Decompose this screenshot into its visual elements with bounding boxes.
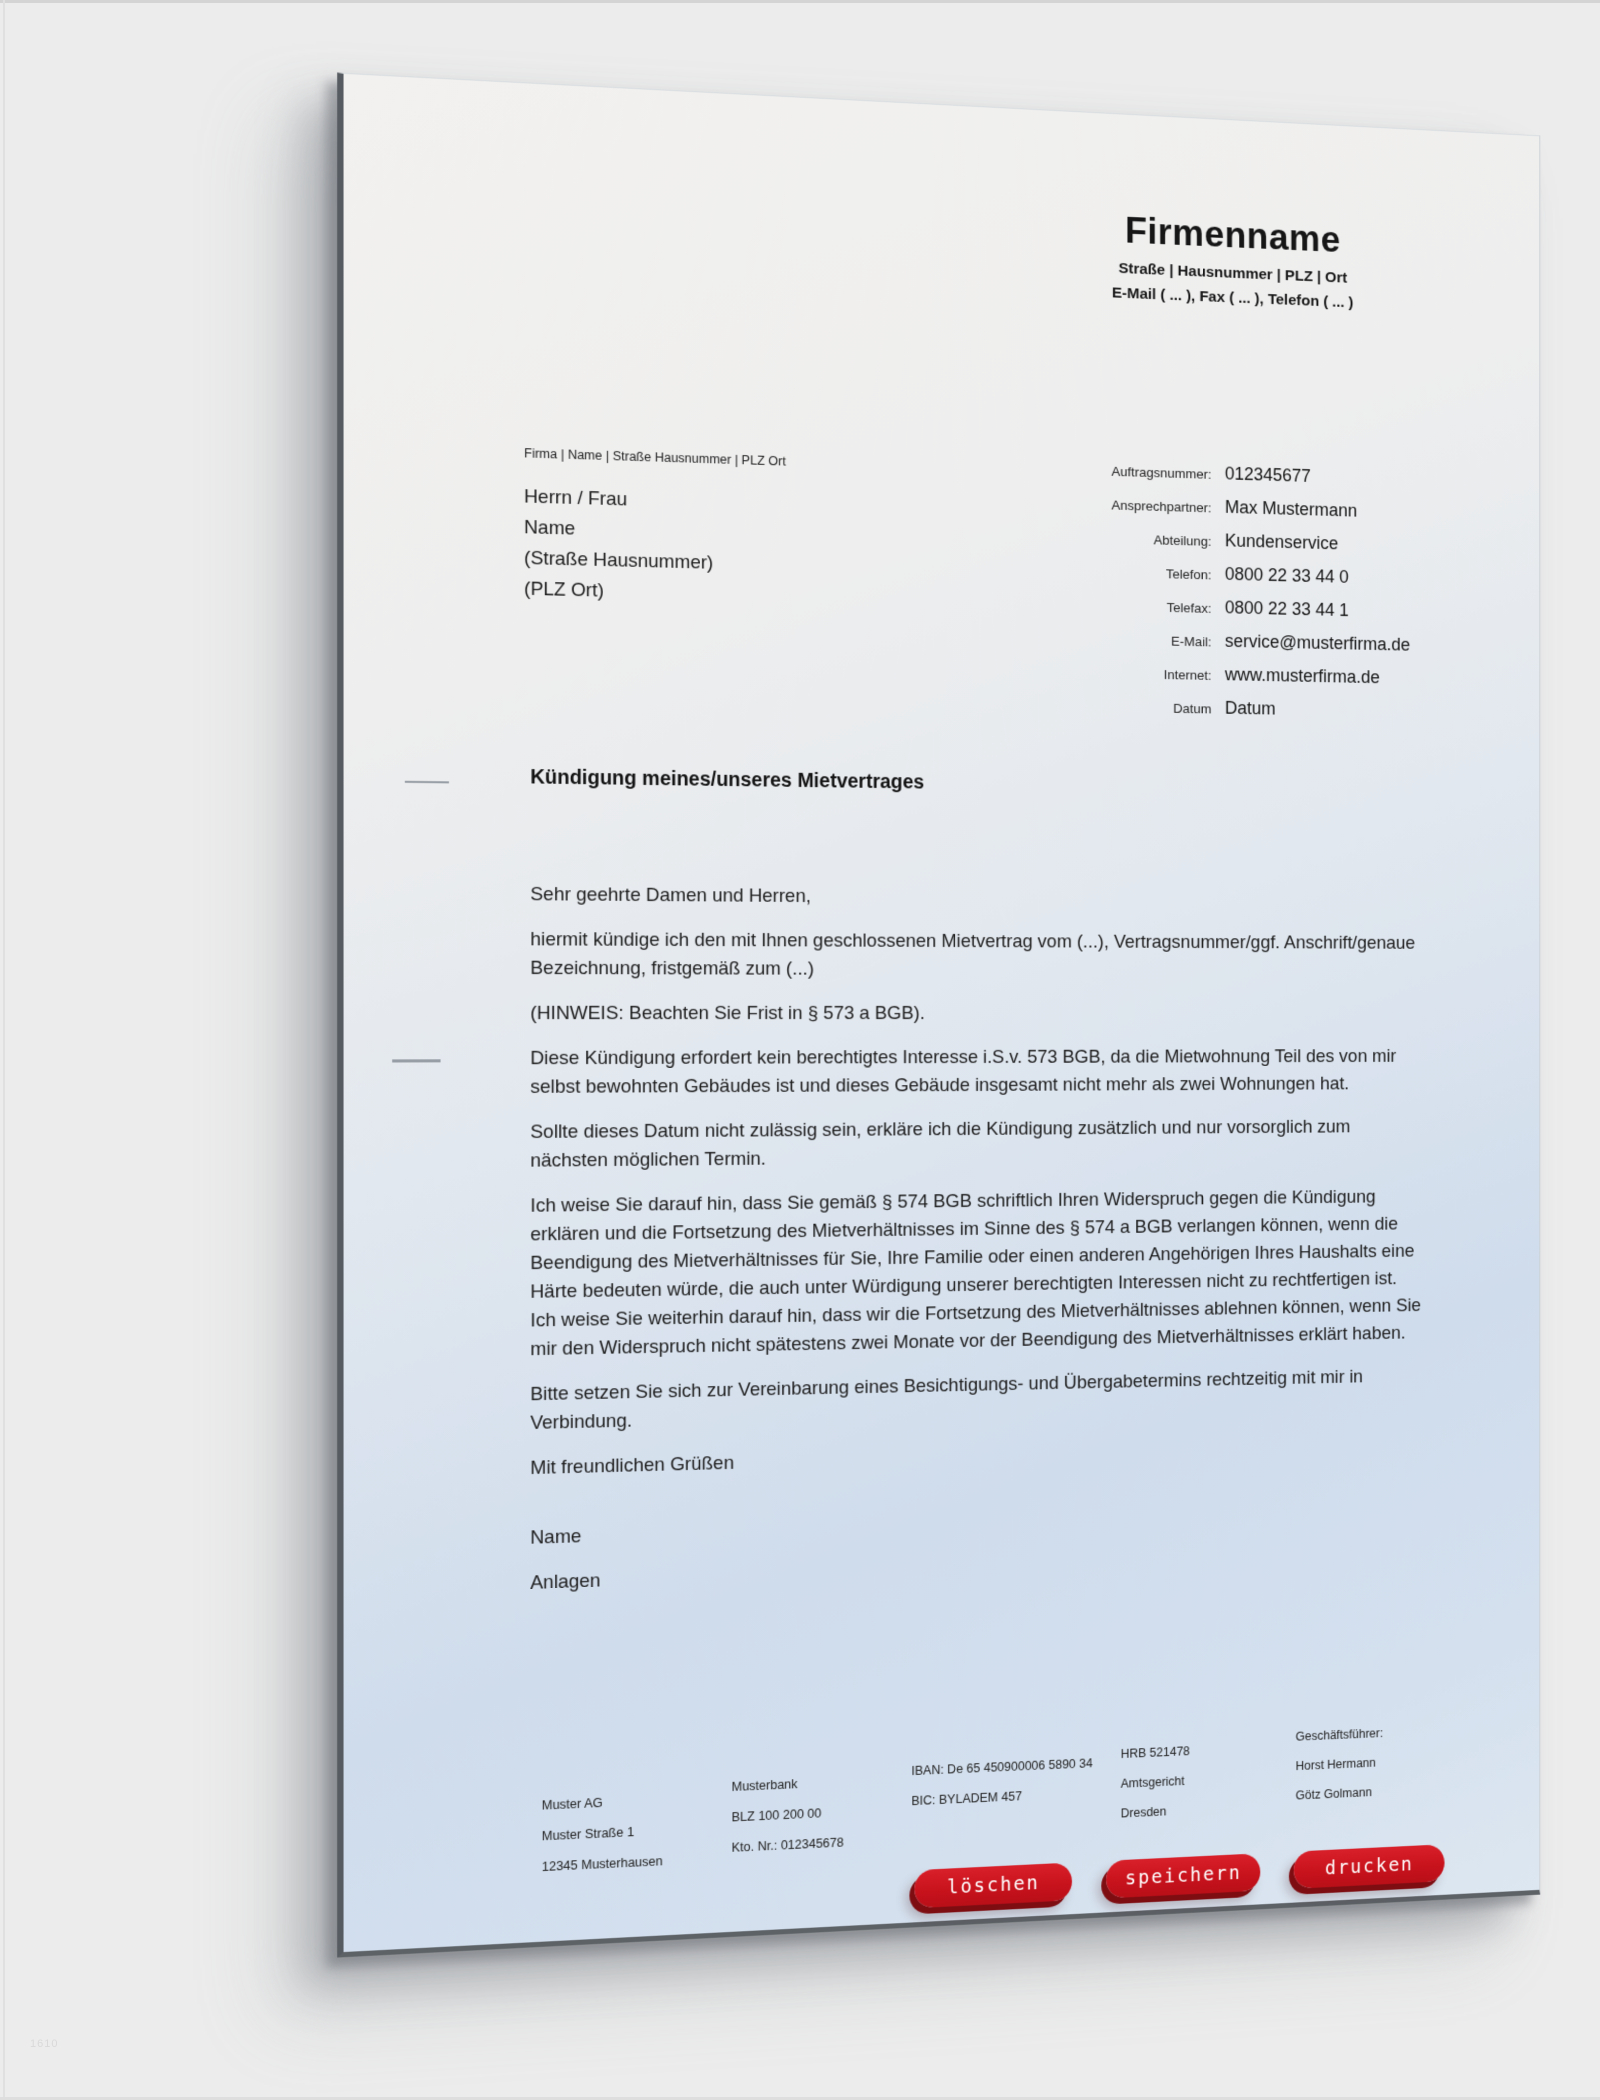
return-address-line: Firma | Name | Straße Hausnummer | PLZ Ort — [524, 446, 786, 469]
corner-watermark: 1610 — [30, 2038, 59, 2050]
footer-line: Muster AG — [541, 1795, 603, 1813]
info-label: Internet: — [1163, 667, 1212, 683]
recipient-line: Name — [524, 515, 576, 539]
order-info-block — [946, 448, 1484, 729]
recipient-line: (PLZ Ort) — [524, 577, 604, 601]
footer-line: Amtsgericht — [1120, 1774, 1185, 1791]
salutation: Sehr geehrte Damen und Herren, — [530, 882, 811, 907]
footer-management-column — [1296, 1718, 1383, 1810]
info-value: 0800 22 33 44 0 — [1224, 563, 1349, 587]
info-label: E-Mail: — [1171, 633, 1212, 650]
body-paragraph: Diese Kündigung erfordert kein berechtigtes Interesse i.S.v. 573 BGB, da die Mietwohnung Teil des von mir selbst bewohnten Gebäudes ist und dieses Gebäude insgesamt nicht mehr als zwei Wohnungen hat. — [530, 1045, 1397, 1097]
info-label: Ansprechpartner: — [1111, 497, 1212, 516]
signature-name: Name — [530, 1524, 582, 1548]
recipient-line: Herrn / Frau — [524, 485, 628, 510]
fold-mark — [392, 1059, 440, 1062]
enclosures-line: Anlagen — [530, 1569, 601, 1593]
save-button[interactable]: speichern — [1106, 1853, 1260, 1898]
footer-line: Horst Hermann — [1295, 1755, 1376, 1774]
info-label: Abteilung: — [1153, 532, 1212, 549]
info-value: Max Mustermann — [1224, 497, 1358, 521]
subject-line: Kündigung meines/unseres Mietvertrages — [530, 766, 925, 794]
info-label: Auftragsnummer: — [1111, 463, 1212, 482]
footer-line: BLZ 100 200 00 — [731, 1806, 822, 1825]
letter-body — [530, 880, 1423, 1614]
footer-line: 12345 Musterhausen — [541, 1854, 663, 1875]
info-label: Telefax: — [1166, 600, 1212, 616]
action-button-row — [914, 1844, 1444, 1908]
info-value: www.musterfirma.de — [1224, 664, 1380, 688]
letter-page — [337, 72, 1540, 1957]
footer-line: BIC: BYLADEM 457 — [911, 1789, 1022, 1809]
fold-mark — [405, 781, 449, 784]
body-paragraph: Sollte dieses Datum nicht zulässig sein, erkläre ich die Kündigung zusätzlich und nur vorsorglich zum nächsten möglichen Termin. — [530, 1115, 1351, 1171]
info-value: 012345677 — [1224, 463, 1311, 486]
body-paragraph: Ich weise Sie darauf hin, dass Sie gemäß § 574 BGB schriftlich Ihren Widerspruch gegen die Kündigung erklären und die Fortsetzung des Mietverhältnisses im Sinne des § 574 a BGB verlangen können, wenn die Beendigung des Mietverhältnisses für Sie, Ihre Familie oder einen anderen Angehörigen Ihres Haushalts eine Härte bedeuten würde, die auch unter Würdigung unserer berechtigten Interessen nicht zu rechtfertigen ist. Ich weise Sie weiterhin darauf hin, dass wir die Fortsetzung des Mietverhältnisses ablehnen können, wenn Sie mir den Widerspruch nicht spätestens zwei Monate vor der Beendigung des Mietverhältnisses erklärt haben. — [530, 1185, 1422, 1360]
info-label: Telefon: — [1165, 566, 1212, 583]
footer-line: IBAN: De 65 450900006 5890 34 — [911, 1756, 1093, 1779]
info-value: Kundenservice — [1224, 530, 1339, 554]
footer-line: Musterbank — [731, 1777, 798, 1795]
company-contact: E-Mail ( ... ), Fax ( ... ), Telefon ( ... ) — [1111, 284, 1354, 312]
info-label: Datum — [1173, 700, 1212, 717]
footer-line: Geschäftsführer: — [1295, 1726, 1384, 1744]
body-paragraph: (HINWEIS: Beachten Sie Frist in § 573 a BGB). — [530, 1001, 925, 1024]
footer-register-column — [1121, 1736, 1190, 1828]
letterhead — [1015, 205, 1446, 317]
footer-line: HRB 521478 — [1120, 1744, 1190, 1762]
footer-iban-column — [911, 1748, 1092, 1816]
footer-bank-column — [732, 1767, 844, 1863]
footer-line: Muster Straße 1 — [541, 1824, 635, 1844]
body-paragraph: hiermit kündige ich den mit Ihnen geschlossenen Mietvertrag vom (...), Vertragsnummer/ggf. Anschrift/genaue Bezeichnung, fristgemäß zum (...) — [530, 927, 1416, 979]
info-value: service@musterfirma.de — [1224, 630, 1411, 655]
recipient-line: (Straße Hausnummer) — [524, 546, 714, 573]
print-button[interactable]: drucken — [1294, 1844, 1445, 1889]
footer-line: Kto. Nr.: 012345678 — [731, 1835, 844, 1855]
recipient-block — [524, 481, 713, 608]
background-edge-line — [3, 0, 5, 2100]
delete-button[interactable]: löschen — [914, 1862, 1072, 1908]
company-name: Firmenname — [1125, 209, 1341, 260]
info-value: 0800 22 33 44 1 — [1224, 597, 1349, 621]
footer-company-column — [542, 1785, 663, 1882]
company-address: Straße | Hausnummer | PLZ | Ort — [1118, 259, 1348, 287]
info-value: Datum — [1224, 697, 1276, 719]
footer-line: Dresden — [1120, 1804, 1167, 1821]
body-paragraph: Bitte setzen Sie sich zur Vereinbarung eines Besichtigungs- und Übergabetermins rechtzeitig mit mir in Verbindung. — [530, 1365, 1363, 1434]
footer-line: Götz Golmann — [1295, 1785, 1372, 1803]
closing-line: Mit freundlichen Grüßen — [530, 1451, 735, 1479]
